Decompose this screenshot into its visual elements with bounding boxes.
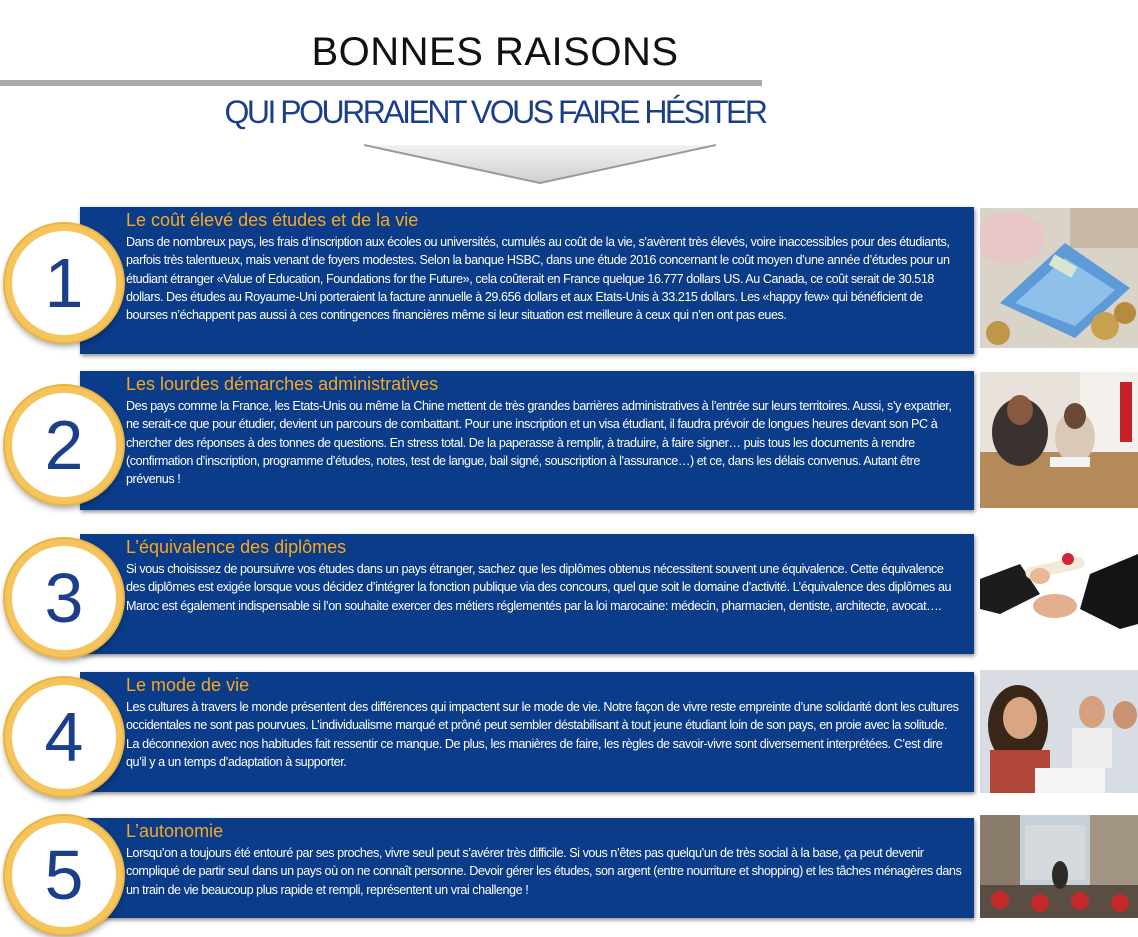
page-subtitle: QUI POURRAIENT VOUS FAIRE HÉSITER bbox=[224, 94, 766, 130]
section-card-1 bbox=[80, 207, 974, 354]
section-title: L’autonomie bbox=[126, 821, 224, 841]
diploma-handshake-photo bbox=[980, 534, 1138, 654]
number-badge-2 bbox=[5, 386, 123, 504]
calculator-coins-photo bbox=[980, 208, 1138, 348]
office-desk-photo bbox=[980, 372, 1138, 508]
title-divider bbox=[0, 80, 762, 86]
section-text: Lorsqu’on a toujours été entouré par ses proches, vivre seul peut s’avérer très difficile. Si vous n’êtes pas quelqu’un de très social à la base, ça peut devenir compliqué de partir seul dans un pays où on ne connaît personne. Devoir gérer les études, son argent (entre nourriture et shopping) et les tâches ménagères dans un train de vie beaucoup plus rapide et rempli, représentent un vrai challenge ! bbox=[126, 846, 962, 897]
section-card-5 bbox=[80, 818, 974, 918]
badge-number: 1 bbox=[44, 244, 84, 322]
section-text: Dans de nombreux pays, les frais d’inscription aux écoles ou universités, cumulés au coût de la vie, s’avèrent très élevés, voire inaccessibles pour des étudiants, parfois très talentueux, mais venant de foyers modestes. Selon la banque HSBC, dans une étude 2016 concernant le coût moyen d’une année d’études pour un étudiant étranger «Value of Education, Foundations for the Future», cela coûterait en France quelque 16.777 dollars US. Au Canada, ce coût serait de 30.518 dollars. Des études au Royaume-Uni porteraient la facture annuelle à 29.656 dollars et aux Etats-Unis à 33.215 dollars. Les «happy few» qui bénéficient de bourses n’échappent pas aussi à ces contingences financières même si leur situation est meilleure à ceux qui n’en ont pas eues. bbox=[126, 235, 950, 323]
number-badge-1 bbox=[5, 224, 123, 342]
section-text: Les cultures à travers le monde présentent des différences qui impactent sur le mode de vie. Notre façon de vivre reste empreinte d’une solidarité dont les cultures occidentales ne sont pas pourvues. L’individualisme marqué et prôné peut sembler déstabilisant à tout jeune étudiant loin de son pays, en proie avec la solitude. La déconnexion avec nos habitudes fait ressentir ce manque. De plus, les manières de faire, les règles de savoir-vivre sont diversement interprétées. C’est dire qu’il y a un temps d’adaptation à supporter. bbox=[126, 700, 959, 769]
section-text: Si vous choisissez de poursuivre vos études dans un pays étranger, sachez que les diplômes obtenus nécessitent souvent une équivalence. Cette équivalence des diplômes est exigée lorsque vous décidez d’intégrer la fonction publique via des concours, quel que soit le domaine d’activité. L’équivalence des diplômes au Maroc est également indispensable si l’on souhaite exercer des métiers réglementés par la loi marocaine: médecin, pharmacien, dentiste, architecte, avocat…. bbox=[126, 562, 952, 613]
section-title: Les lourdes démarches administratives bbox=[126, 374, 439, 394]
section-card-4 bbox=[80, 672, 974, 792]
number-badge-3 bbox=[5, 539, 123, 657]
section-text: Des pays comme la France, les Etats-Unis ou même la Chine mettent de très grandes barrières administratives à l’entrée sur leurs territoires. Aussi, s’y expatrier, ne serait-ce que pour étudier, devient un parcours de combattant. Pour une inscription et un visa étudiant, il faudra prévoir de longues heures devant son PC à chercher des réponses à des tonnes de questions. En stress total. De la paperasse à remplir, à traduire, à faire signer… puis tous les documents à rendre (confirmation d’inscription, programme d’études, notes, test de langue, bail signé, souscription à l’assurance…) et ce, dans les délais convenus. Autant être prévenus ! bbox=[126, 399, 952, 487]
page-title: BONNES RAISONS bbox=[311, 30, 679, 74]
badge-number: 5 bbox=[44, 836, 84, 914]
section-card-2 bbox=[80, 371, 974, 510]
badge-number: 4 bbox=[44, 698, 84, 776]
down-chevron-icon bbox=[364, 143, 716, 185]
paris-cafe-terrace-photo bbox=[980, 815, 1138, 918]
number-badge-4 bbox=[5, 678, 123, 796]
section-title: Le mode de vie bbox=[126, 675, 250, 695]
section-card-3 bbox=[80, 534, 974, 654]
students-laptop-photo bbox=[980, 670, 1138, 793]
section-title: Le coût élevé des études et de la vie bbox=[126, 210, 419, 230]
badge-number: 3 bbox=[44, 559, 84, 637]
badge-number: 2 bbox=[44, 406, 84, 484]
section-title: L’équivalence des diplômes bbox=[126, 537, 347, 557]
number-badge-5 bbox=[5, 816, 123, 934]
